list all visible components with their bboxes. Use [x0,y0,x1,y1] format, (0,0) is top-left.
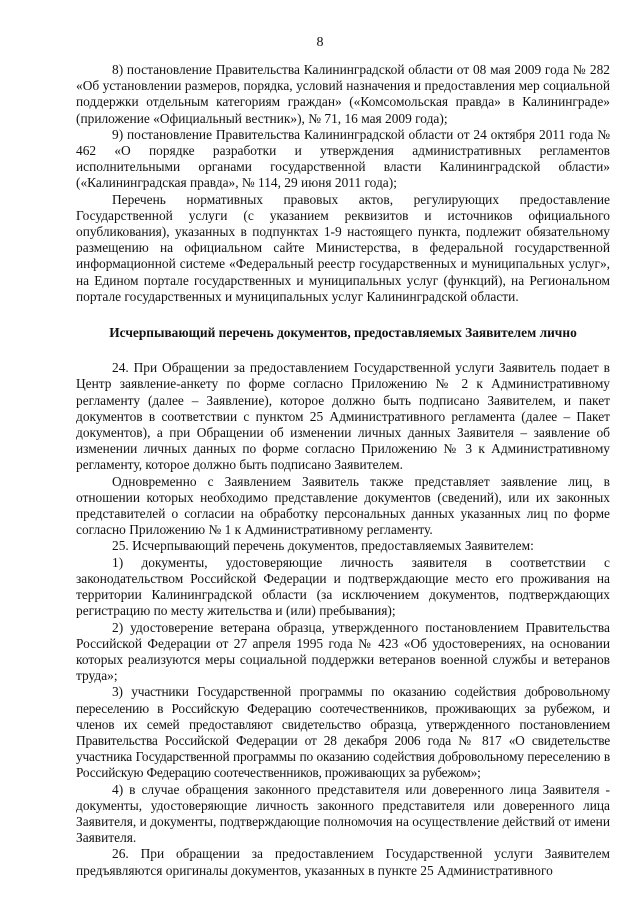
paragraph-25-3: 3) участники Государственной программы по оказанию содействия добровольному переселению в Российскую Федерацию соотечественников, проживающих за рубежом, и членов их семей предоставляют свидетельство образца, утвержденного постановлением Правительства Российской Федерации от 28 декабря 2006 года № 817 «О свидетельстве участника Государственной программы по оказанию содействия добровольному переселению в Российскую Федерацию соотечественников, проживающих за рубежом»; [76,684,610,781]
paragraph-item-9: 9) постановление Правительства Калининградской области от 24 октября 2011 года № 462 «О порядке разработки и утверждения административных регламентов исполнительными органами государственной власти Калининградской области» («Калининградская правда», № 114, 29 июня 2011 года); [76,126,610,191]
paragraph-24: 24. При Обращении за предоставлением Государственной услуги Заявитель подает в Центр заявление-анкету по форме согласно Приложению № 2 к Административному регламенту (далее – Заявление), которое должно быть подписано Заявителем, и пакет документов в соответствии с пунктом 25 Административного регламента (далее – Пакет документов), а при Обращении об изменении личных данных Заявителя – заявление об изменении личных данных по форме согласно Приложению № 3 к Административному регламенту, которое должно быть подписано Заявителем. [76,360,610,473]
paragraph-consent: Одновременно с Заявлением Заявитель также представляет заявление лиц, в отношении которых необходимо представление документов (сведений), или их законных представителей о согласии на обработку персональных данных указанных лиц по форме согласно Приложению № 1 к Административному регламенту. [76,473,610,538]
page-number: 8 [316,35,324,50]
paragraph-26: 26. При обращении за предоставлением Государственной услуги Заявителем предъявляются оригиналы документов, указанных в пункте 25 Административного [76,846,610,878]
paragraph-25: 25. Исчерпывающий перечень документов, предоставляемых Заявителем: [112,538,534,554]
paragraph-acts-list-note: Перечень нормативных правовых актов, регулирующих предоставление Государственной услуги (с указанием реквизитов и источников официального опубликования), указанных в подпунктах 1-9 настоящего пункта, подлежит обязательному размещению на официальном сайте Министерства, в федеральной государственной информационной системе «Федеральный реестр государственных и муниципальных услуг», на Едином портале государственных и муниципальных услуг (функций), на Региональном портале государственных и муниципальных услуг Калининградской области. [76,191,610,304]
section-heading: Исчерпывающий перечень документов, предоставляемых Заявителем лично [109,325,577,341]
paragraph-25-1: 1) документы, удостоверяющие личность заявителя в соответствии с законодательством Российской Федерации и подтверждающие место его проживания на территории Калининградской области (за исключением документов, подтверждающих регистрацию по месту жительства и (или) пребывания); [76,554,610,619]
paragraph-25-2: 2) удостоверение ветерана образца, утвержденного постановлением Правительства Российской Федерации от 27 апреля 1995 года № 423 «Об удостоверениях, на основании которых реализуются меры социальной поддержки ветеранов военной службы и ветеранов труда»; [76,619,610,684]
document-body [76,62,610,879]
paragraph-25-4: 4) в случае обращения законного представителя или доверенного лица Заявителя - документы, удостоверяющие личность законного представителя или доверенного лица Заявителя, и документы, подтверждающие полномочия на осуществление действий от имени Заявителя. [76,781,610,846]
paragraph-item-8: 8) постановление Правительства Калининградской области от 08 мая 2009 года № 282 «Об установлении размеров, порядка, условий назначения и предоставления мер социальной поддержки отдельным категориям граждан» («Комсомольская правда» в Калининграде» (приложение «Официальный вестник»), № 71, 16 мая 2009 года); [76,62,610,126]
